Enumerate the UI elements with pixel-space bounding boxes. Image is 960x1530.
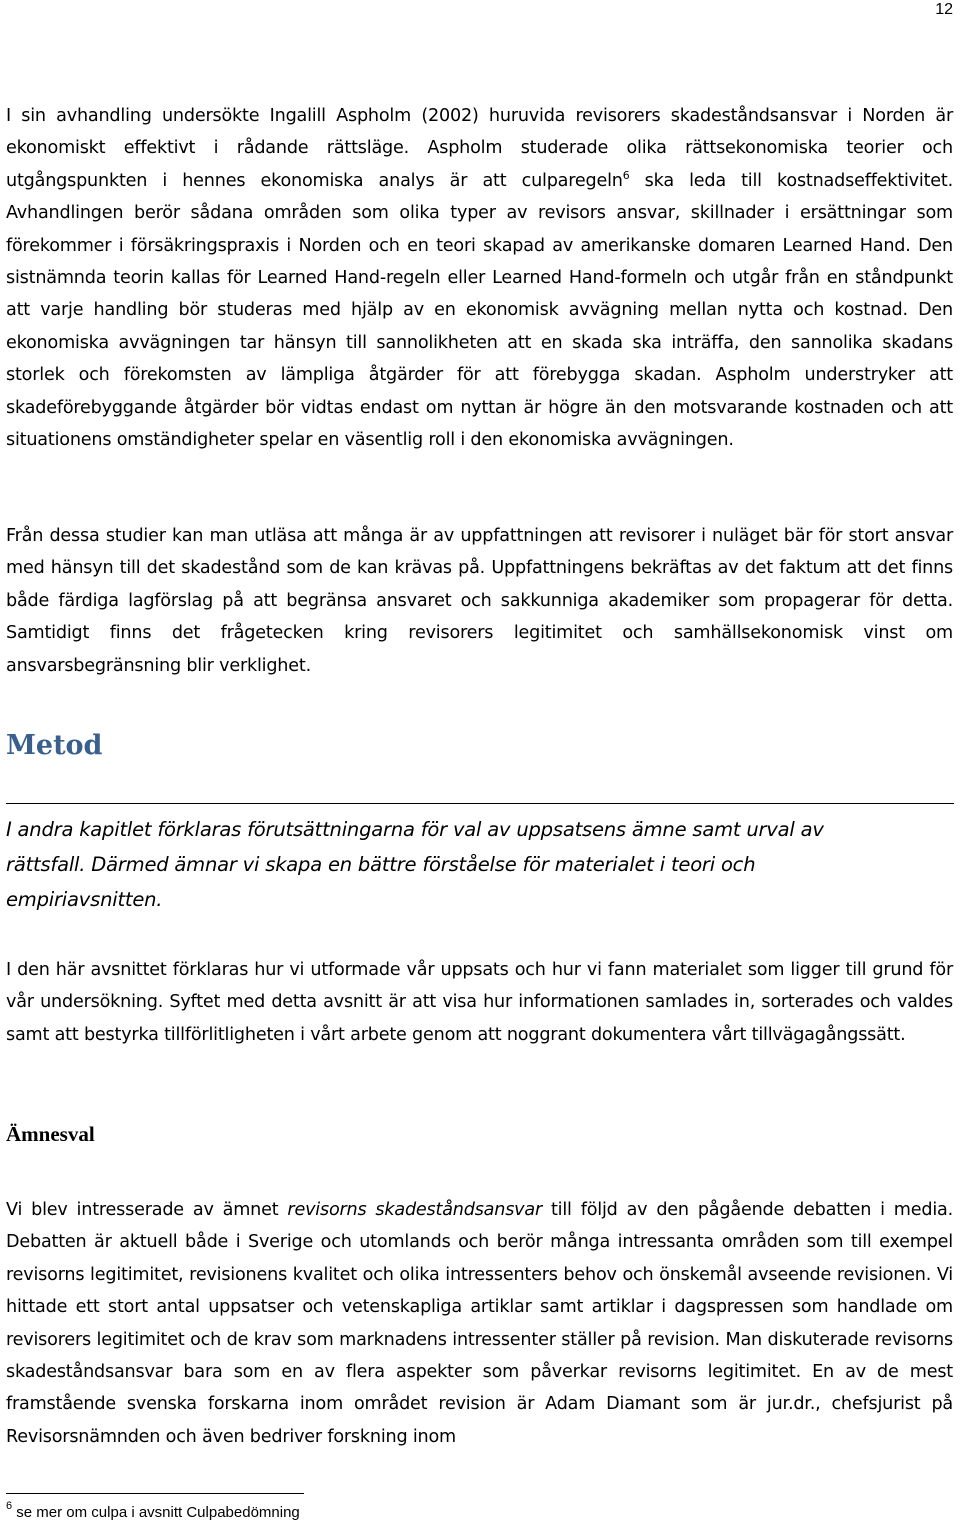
paragraph-aspholm xyxy=(6,100,953,456)
paragraph-metod: I den här avsnittet förklaras hur vi utformade vår uppsats och hur vi fann materialet som ligger till grund för vår undersökning. Syftet med detta avsnitt är att visa hur informationen samlades in, sorterades och valdes samt att bestyrka tillförlitligheten i vårt arbete genom att noggrant dokumentera vårt tillvägagångssätt. xyxy=(6,960,953,1045)
heading-divider xyxy=(6,803,954,804)
paragraph-text: ska leda till kostnadseffektivitet. Avhandlingen berör sådana områden som olika typer av revisors ansvar, skillnader i ersättningar som förekommer i försäkringspraxis i Norden och en teori skapad av amerikanske domaren Learned Hand. Den sistnämnda teorin kallas för Learned Hand-regeln eller Learned Hand-formeln och utgår från en ståndpunkt att varje handling bör studeras med hjälp av en ekonomisk avvägning mellan nytta och kostnad. Den ekonomiska avvägningen tar hänsyn till sannolikheten att en skada ska inträffa, den sannolika skadans storlek och förekomsten av lämpliga åtgärder för att förebygga skadan. Aspholm understryker att skadeförebyggande åtgärder bör vidtas endast om nyttan är högre än den motsvarande kostnaden och att situationens omständigheter spelar en väsentlig roll i den ekonomiska avvägningen. xyxy=(6,170,953,451)
paragraph-text: Vi blev intresserade av ämnet xyxy=(6,1200,288,1220)
footnote-divider xyxy=(6,1493,304,1494)
section-heading-metod: Metod xyxy=(6,730,103,761)
footnote xyxy=(6,1500,300,1526)
emphasized-term: revisorns skadeståndsansvar xyxy=(287,1200,543,1220)
paragraph-text: I sin avhandling undersökte Ingalill Aspholm (2002) huruvida revisorers skadeståndsansvar i Norden är ekonomiskt effektivt i rådande rättsläge. Aspholm studerade olika rättsekonomiska teorier och utgångspunkten i hennes ekonomiska analys är att culparegeln xyxy=(6,106,953,191)
footnote-text: se mer om culpa i avsnitt Culpabedömning xyxy=(12,1504,300,1521)
page-number: 12 xyxy=(935,1,953,18)
paragraph-amnesval xyxy=(6,1194,953,1453)
subsection-heading-amnesval: Ämnesval xyxy=(6,1122,95,1146)
footnote-reference[interactable]: 6 xyxy=(622,168,630,182)
chapter-introduction: I andra kapitlet förklaras förutsättningarna för val av uppsatsens ämne samt urval av rättsfall. Därmed ämnar vi skapa en bättre förståelse för materialet i teori och empiriavsnitten. xyxy=(6,818,824,911)
paragraph-studier: Från dessa studier kan man utläsa att många är av uppfattningen att revisorer i nuläget bär för stort ansvar med hänsyn till det skadestånd som de kan krävas på. Uppfattningens bekräftas av det faktum att det finns både färdiga lagförslag på att begränsa ansvaret och sakkunniga akademiker som propagerar för detta. Samtidigt finns det frågetecken kring revisorers legitimitet och samhällsekonomisk vinst om ansvarsbegränsning blir verklighet. xyxy=(6,526,953,676)
paragraph-text: till följd av den pågående debatten i media. Debatten är aktuell både i Sverige och utomlands och berör många intressanta områden som till exempel revisorns legitimitet, revisionens kvalitet och olika intressenters behov och önskemål avseende revisionen. Vi hittade ett stort antal uppsatser och vetenskapliga artiklar samt artiklar i dagspressen som handlade om revisorers legitimitet och de krav som marknadens intressenter ställer på revision. Man diskuterade revisorns skadeståndsansvar bara som en av flera aspekter som påverkar revisorns legitimitet. En av de mest framstående svenska forskarna inom området revision är Adam Diamant som är jur.dr., chefsjurist på Revisorsnämnden och även bedriver forskning inom xyxy=(6,1200,953,1447)
footnote-number: 6 xyxy=(6,1500,13,1512)
